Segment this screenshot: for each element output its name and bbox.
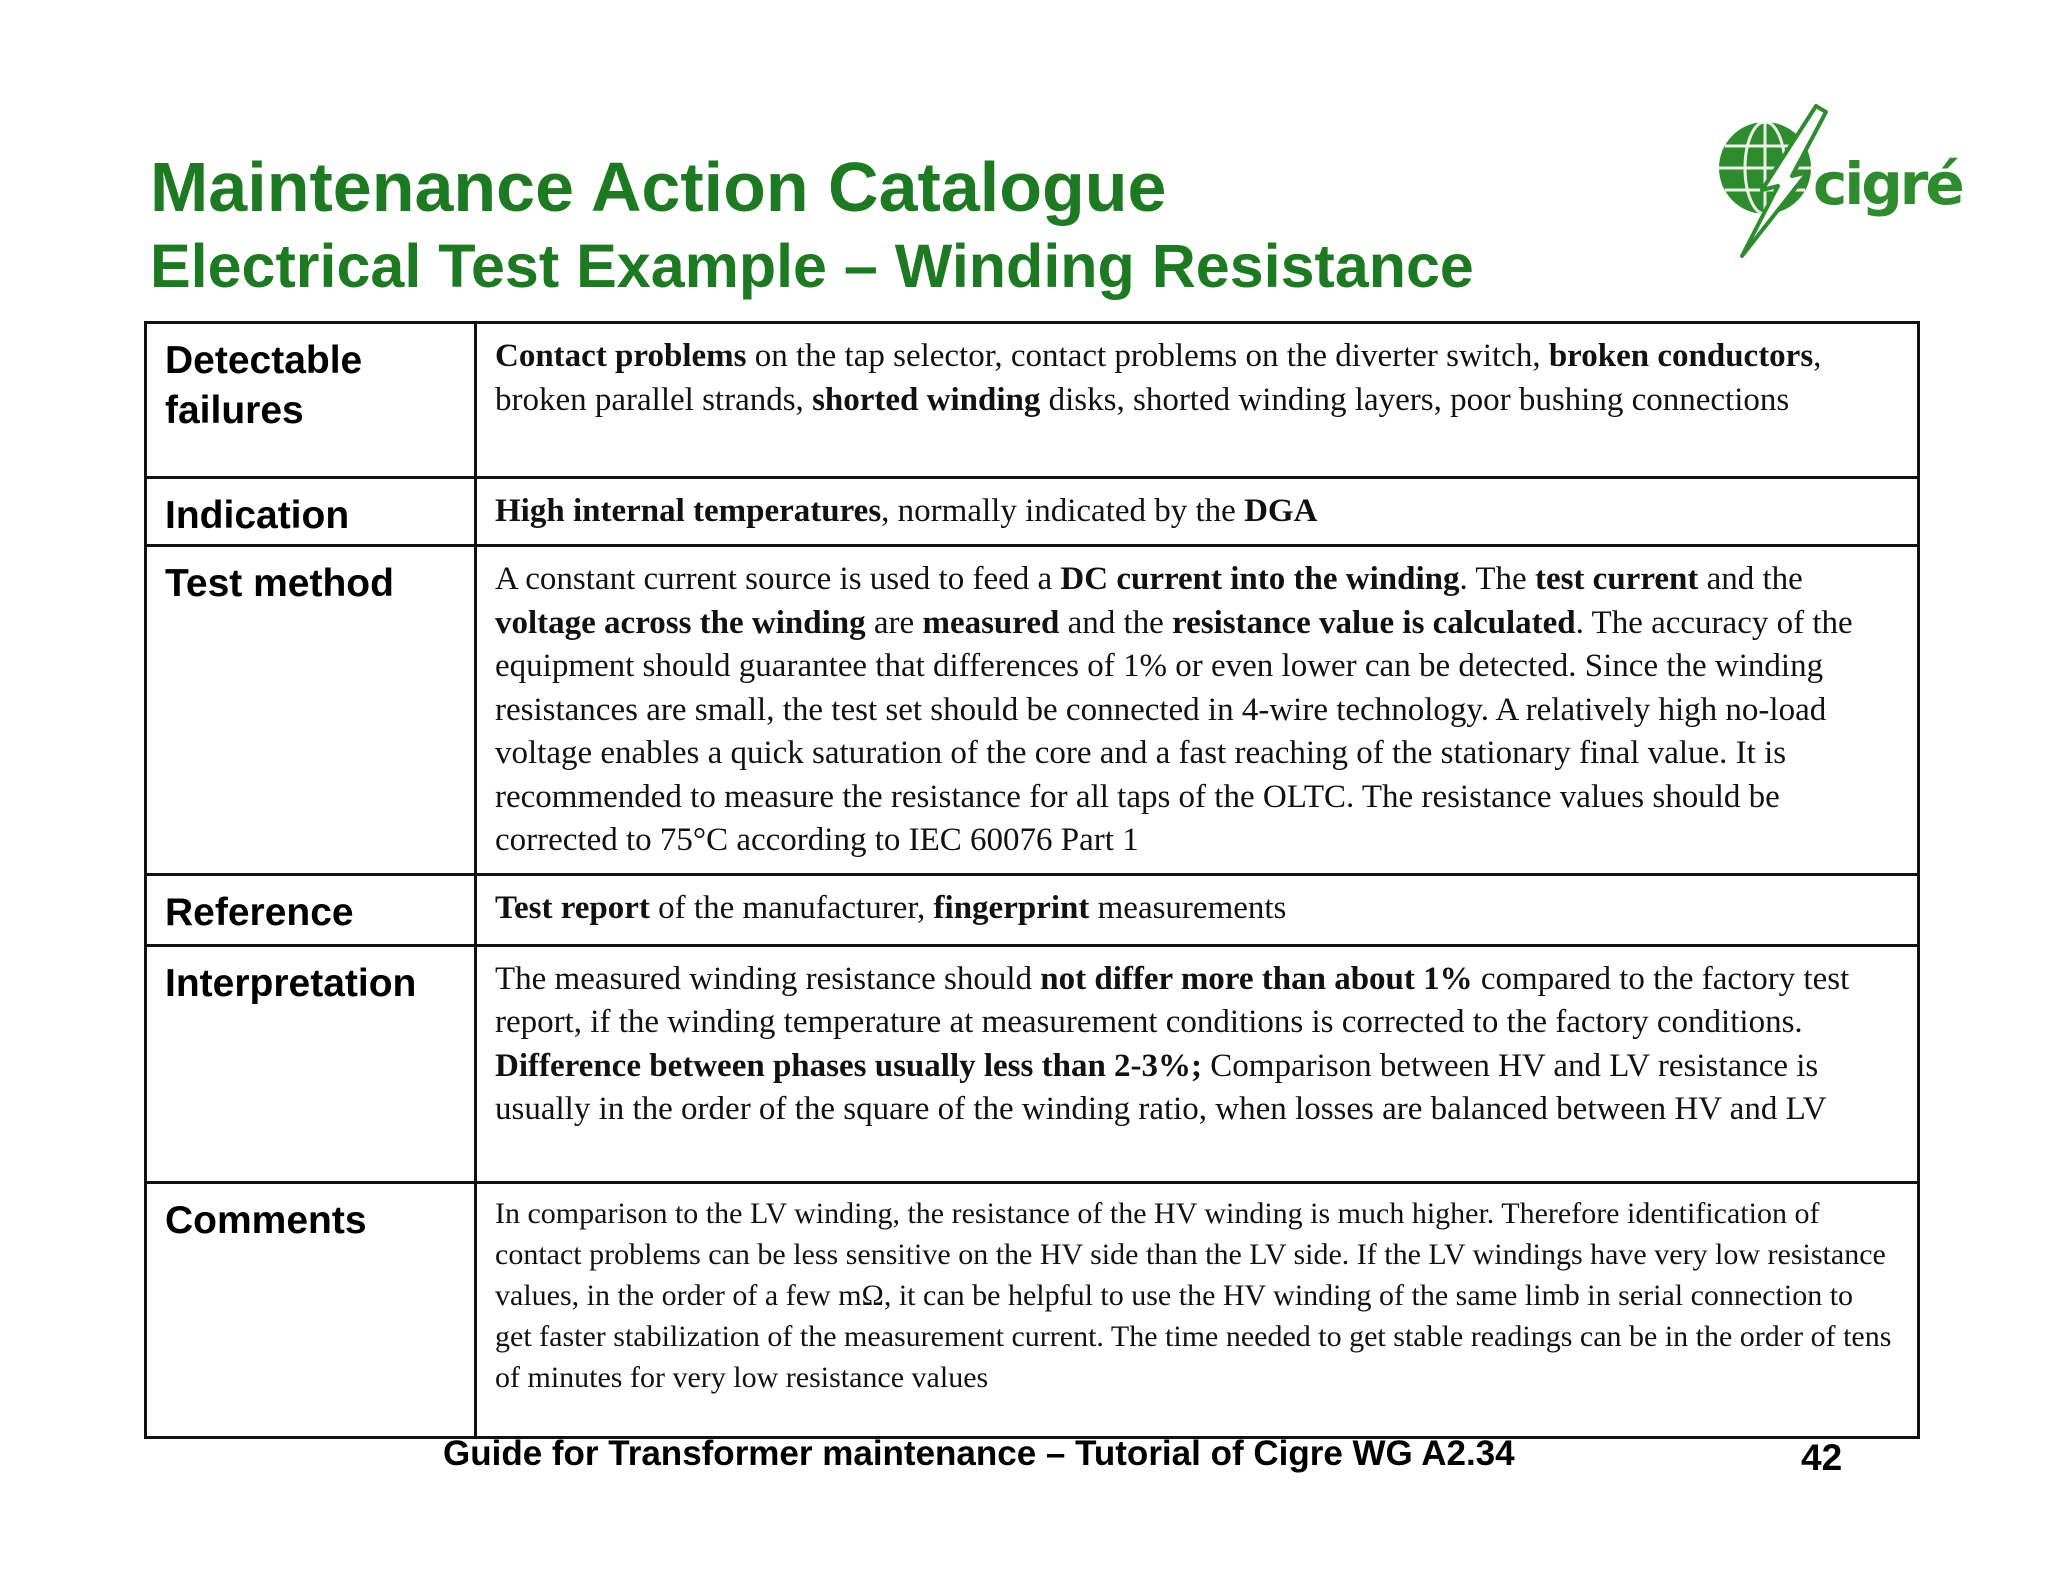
row-label: Interpretation bbox=[146, 945, 476, 1182]
emphasis-text: shorted winding bbox=[812, 381, 1041, 418]
emphasis-text: broken conductors bbox=[1548, 338, 1814, 374]
body-text: and the bbox=[1059, 604, 1173, 641]
table-row bbox=[146, 945, 1919, 1182]
row-label: Detectable failures bbox=[146, 323, 476, 478]
emphasis-text: measured bbox=[922, 604, 1060, 641]
body-text: are bbox=[865, 604, 923, 641]
row-content bbox=[476, 1182, 1919, 1437]
body-text: , broken parallel strands, bbox=[495, 338, 1822, 418]
page-number: 42 bbox=[1801, 1437, 1843, 1478]
table-row bbox=[146, 323, 1919, 478]
row-label: Test method bbox=[146, 546, 476, 875]
row-content bbox=[476, 874, 1919, 945]
row-label: Indication bbox=[146, 478, 476, 546]
page-title: Maintenance Action Catalogue bbox=[150, 148, 1167, 226]
body-text: Comparison between HV and LV resistance is usually in the order of the square of the winding ratio, when losses are balanced between HV and LV bbox=[495, 1047, 1827, 1127]
emphasis-text: fingerprint bbox=[933, 889, 1090, 926]
cigre-logo bbox=[1708, 100, 1962, 260]
body-text: on the tap selector, contact problems on the diverter switch, bbox=[746, 338, 1549, 374]
emphasis-text: test current bbox=[1534, 561, 1699, 597]
row-content bbox=[476, 478, 1919, 546]
emphasis-text: High internal temperatures bbox=[495, 493, 882, 529]
table-row bbox=[146, 1182, 1919, 1437]
row-content bbox=[476, 546, 1919, 875]
row-content bbox=[476, 945, 1919, 1182]
body-text: of the manufacturer, bbox=[649, 889, 934, 926]
emphasis-text: resistance value is calculated bbox=[1172, 604, 1576, 641]
row-content bbox=[476, 323, 1919, 478]
row-label: Comments bbox=[146, 1182, 476, 1437]
emphasis-text: Test report bbox=[495, 889, 650, 926]
body-text: In comparison to the LV winding, the resistance of the HV winding is much higher. Therefore identification of contact problems can be less sensitive on the HV side than the LV side. If the LV windings have very low resistance values, in the order of a few mΩ, it can be helpful to use the HV winding of the same limb in serial connection to get faster stabilization of the measurement current. The time needed to get stable readings can be in the order of tens of minutes for very low resistance values bbox=[495, 1196, 1892, 1394]
emphasis-text: Difference between phases usually less than 2-3%; bbox=[495, 1047, 1203, 1084]
logo-wordmark: cigré bbox=[1813, 150, 1962, 218]
row-label: Reference bbox=[146, 874, 476, 945]
table-row bbox=[146, 546, 1919, 875]
emphasis-text: DC current into the winding bbox=[1060, 561, 1460, 597]
body-text: and the bbox=[1698, 561, 1803, 597]
body-text: The measured winding resistance should bbox=[495, 960, 1041, 997]
body-text: measurements bbox=[1089, 889, 1287, 926]
emphasis-text: not differ more than about 1% bbox=[1040, 960, 1473, 997]
body-text: A constant current source is used to feed a bbox=[495, 561, 1061, 597]
body-text: disks, shorted winding layers, poor bushing connections bbox=[1040, 381, 1790, 418]
footer-caption: Guide for Transformer maintenance – Tutorial of Cigre WG A2.34 bbox=[443, 1434, 1515, 1473]
page-subtitle: Electrical Test Example – Winding Resistance bbox=[150, 232, 1474, 300]
emphasis-text: DGA bbox=[1244, 493, 1318, 529]
body-text: . The accuracy of the equipment should guarantee that differences of 1% or even lower can be detected. Since the winding resistances are small, the test set should be connected in 4-wire technology. A relatively high no-load voltage enables a quick saturation of the core and a fast reaching of the stationary final value. It is recommended to measure the resistance for all taps of the OLTC. The resistance values should be corrected to 75°C according to IEC 60076 Part 1 bbox=[495, 604, 1853, 858]
body-text: , normally indicated by the bbox=[881, 493, 1245, 529]
maintenance-catalogue-table bbox=[144, 321, 1920, 1439]
table-row bbox=[146, 478, 1919, 546]
body-text: compared to the factory test report, if the winding temperature at measurement conditions is corrected to the factory conditions. bbox=[495, 960, 1850, 1040]
table-row bbox=[146, 874, 1919, 945]
emphasis-text: voltage across the winding bbox=[495, 604, 866, 641]
emphasis-text: Contact problems bbox=[495, 338, 747, 374]
body-text: . The bbox=[1459, 561, 1535, 597]
